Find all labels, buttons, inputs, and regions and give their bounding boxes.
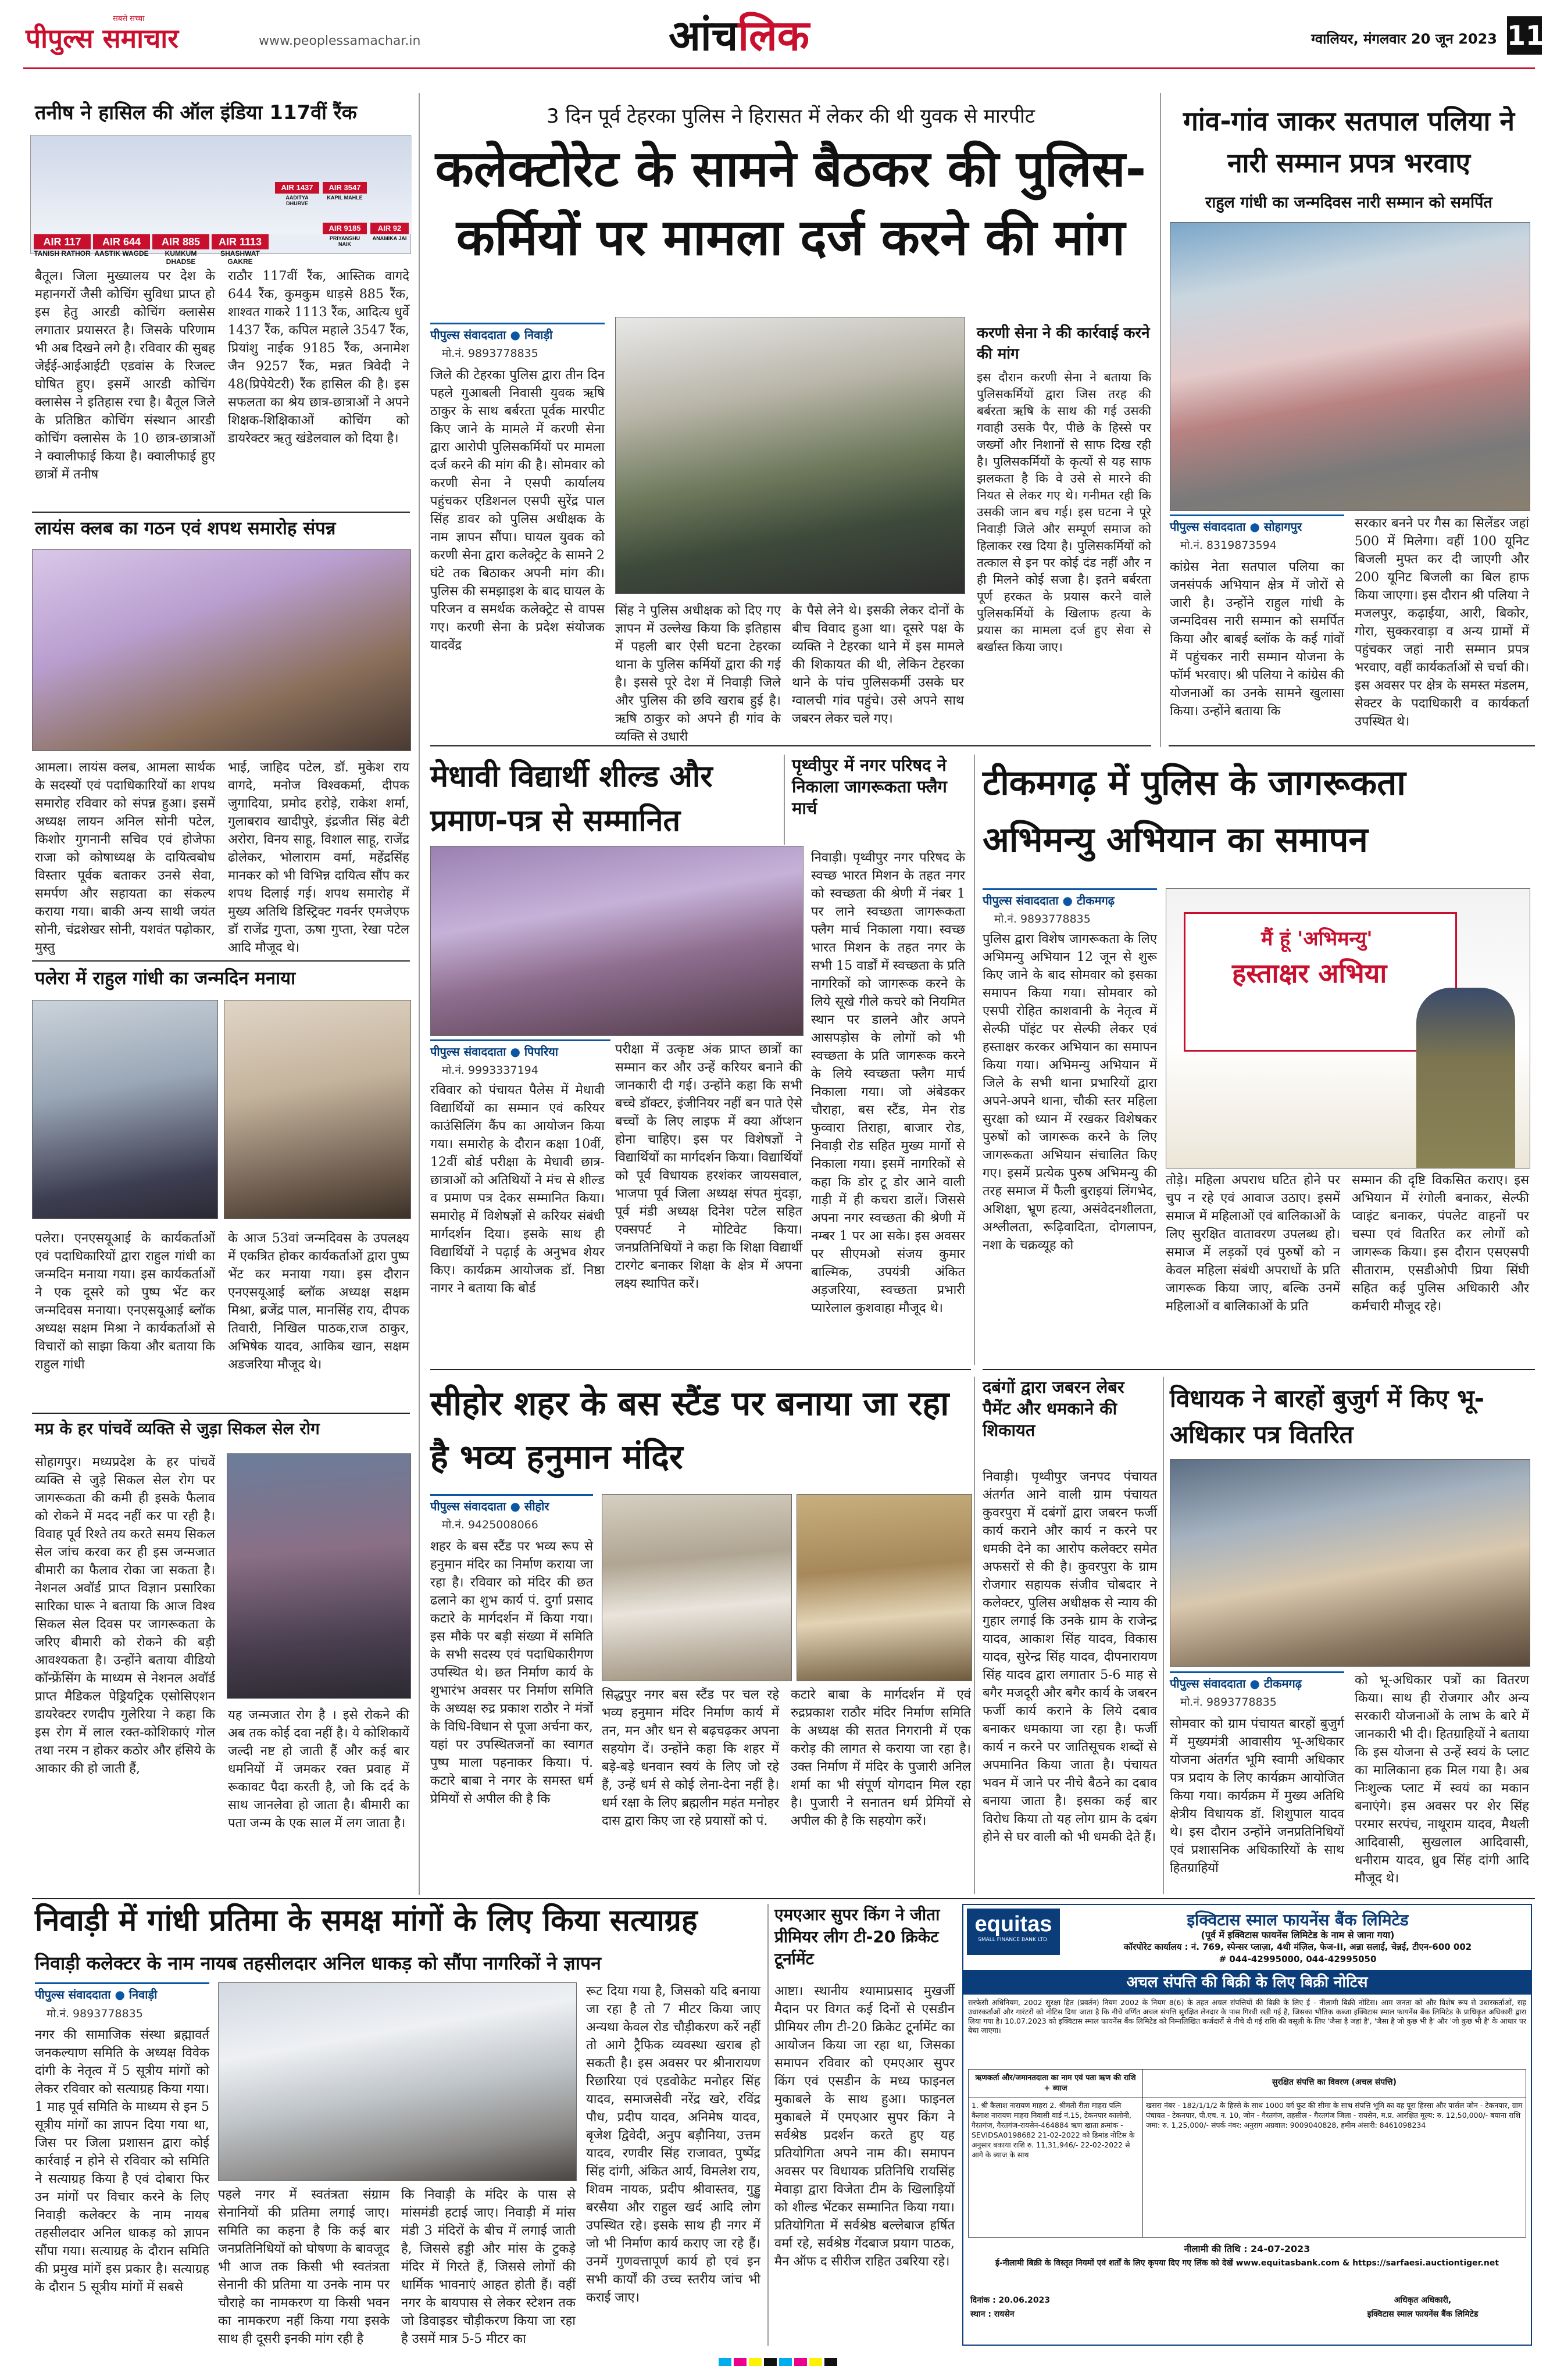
ad-table-head-left: ऋणकर्ता और/जमानतदाता का नाम एवं पता ऋण की राशि + ब्याज bbox=[969, 2070, 1143, 2097]
brand-name: पीपुल्स समाचार bbox=[26, 23, 179, 54]
satpal-headline: गांव-गांव जाकर सतपाल पलिया ने नारी सम्मान प्रपत्र भरवाए bbox=[1183, 105, 1515, 178]
satpal-photo bbox=[1170, 222, 1530, 511]
rahul-col2: के आज 53वां जन्मदिवस के उपलक्ष्य में एकत्रित होकर कार्यकर्ताओं द्वारा पुष्प भेंट कर मनाया गया। इस दौरान एनएसयूआई ब्लॉक अध्यक्ष सक्षम मिश्रा, ब्रजेंद्र पाल, मानसिंह राय, दीपक तिवारी, निखिल पाठक,राज ठाकुर, अभिषेक यादव, आकिब खान, सक्षम अडजरिया मौजूद थे। bbox=[228, 1231, 409, 1372]
rahul-photo-left bbox=[32, 1000, 218, 1219]
hanuman-col3: कटारे बाबा के मार्गदर्शन में एवं रुद्रप्रकाश राठौर मंदिर निर्माण समिति के अध्यक्ष की सतत निगरानी में एक करोड़ की लागत से कराया जा रहा है। उक्त निर्माण में मंदिर के पुजारी अनिल शर्मा का भी संपूर्ण योगदान मिल रहा है। पुजारी ने सनातन धर्म प्रेमियों से अपील की है कि सहयोग करें। bbox=[791, 1688, 971, 1828]
toppers-col1: बैतूल। जिला मुख्यालय पर देश के महानगरों जैसी कोचिंग सुविधा प्राप्त हो इस हेतु आरडी कोचिंग क्लासेस लगातार प्रयासरत है। जिसके परिणाम भी अब दिखने लगे है। रविवार की सुबह जेईई-आईआईटी एडवांस के रिजल्ट घोषित हुए। इसमें आरडी कोचिंग क्लासेस ने इतिहास रचा है। बैतूल जिले के प्रतिष्ठित कोचिंग संस्थान आरडी कोचिंग क्लासेस के 10 छात्र-छात्राओं ने क्वालीफाई किया है। क्वालीफाई हुए छात्रों में तनीष bbox=[35, 269, 215, 482]
abhimanyu-col2: तोड़े। महिला अपराध घटित होने पर चुप न रहे एवं आवाज उठाए। इसमें समाज में महिलाओं एवं बालिकाओं के लिए सुरक्षित वातावरण उपलब्ध हो। समाज में लड़कों एवं पुरुषों को न केवल महिला संबंधी अपराधों के प्रति जागरूक किया जाए, बल्कि उनमें महिलाओं व बालिकाओं के प्रति bbox=[1166, 1173, 1340, 1314]
karni-col2: सिंह ने पुलिस अधीक्षक को दिए गए ज्ञापन में उल्लेख किया कि इतिहास में पहली बार ऐसी घटना टेहरका थाना के पुलिस कर्मियों द्वारा की गई है। इससे पूरे देश में निवाड़ी जिले और पुलिस की छवि खराब हुई है। ऋषि ठाकुर को अपने ही गांव के व्यक्ति से उधारी bbox=[615, 603, 781, 744]
byline-place: टीकमगढ़ bbox=[1263, 1677, 1302, 1691]
byline-name: पीपुल्स संवाददाता bbox=[1170, 520, 1246, 534]
ad-phone: # 044-42995000, 044-42995050 bbox=[1219, 1954, 1377, 1964]
byline-place: सीहोर bbox=[524, 1499, 549, 1513]
mla-headline: विधायक ने बारहों बुजुर्ग में किए भू-अधिकार पत्र वितरित bbox=[1170, 1384, 1485, 1449]
byline-name: पीपुल्स संवाददाता bbox=[983, 894, 1059, 907]
gandhi-col3: कि निवाड़ी के मंदिर के पास से मांसमंडी हटाई जाए। निवाड़ी में मांस मंडी 3 मंदिरों के बीच में लगाई जाती है, जिससे हड्डी और मांस के टुकड़े मंदिर में गिरते हैं, जिससे लोगों की धार्मिक भावनाएं आहत होती हैं। वहीं नगर के बायपास से लेकर स्टेशन तक जो डिवाइडर चौड़ीकरण किया जा रहा है उसमें मात्र 5-5 मीटर का bbox=[401, 2188, 576, 2346]
toppers-banner bbox=[30, 135, 411, 266]
byline-place: पिपरिया bbox=[524, 1045, 558, 1059]
equitas-logo-sub: SMALL FINANCE BANK LTD. bbox=[978, 1937, 1049, 1943]
ad-address: कॉरपोरेट कार्यालय : नं. 769, स्पेन्सर प्लाज़ा, 4थी मंज़िल, फेज-II, अन्ना सलाई, चेन्नई, टीएन-600 002 bbox=[1123, 1942, 1472, 1952]
ad-notice-para: सरफेसी अधिनियम, 2002 सुरक्षा हित (प्रवर्तन) नियम 2002 के नियम 8(6) के तहत अचल संपत्तियों की बिक्री के लिए ई - नीलामी बिक्री नोटिस। आम जनता को और विशेष रूप से उधारकर्ताओं, सह उधारकर्ताओं और गारंटरों को नोटिस दिया जाता है कि नीचे वर्णित अचल संपत्ति सुरक्षित लेनदार के पास गिरवी रखी गई है, जिसका भौतिक कब्जा इक्विटास स्माल फायनेंस बैंक लिमिटेड के प्राधिकृत अधिकारी द्वारा लिया गया है। 10.07.2023 को इक्विटास स्माल फायनेंस बैंक लिमिटेड को निम्नलिखित कर्जदारों से नीचे दी गई राशि की वसूली के लिए 'जैसा है जहां है', 'जैसा है जो कुछ भी है' और 'जो कुछ भी है' के आधार पर बेचा जाएगा। bbox=[968, 1998, 1526, 2035]
ad-table bbox=[968, 2069, 1526, 2238]
rank-badge: AIR 885 bbox=[152, 234, 209, 249]
ad-auction-site[interactable]: ई-नीलामी बिक्री के विस्तृत नियमों एवं शर्तों के लिए कृपया दिए गए लिंक को देखें www.equitasbank.com & https://sarfaesi.auctiontiger.net bbox=[995, 2259, 1499, 2268]
byline-place: सोहागपुर bbox=[1263, 520, 1302, 534]
sickle-col1: सोहागपुर। मध्यप्रदेश के हर पांचवें व्यक्ति से जुड़े सिकल सेल रोग पर जागरूकता की कमी ही इसके फैलाव को रोकने में मदद नहीं कर पा रही है। विवाह पूर्व रिश्ते तय करते समय सिकल सेल जांच करवा कर ही इस जन्मजात बीमारी का फैलाव रोका जा सकता है। नेशनल अवॉर्ड प्राप्त विज्ञान प्रसारिका सारिका घारू ने बताया कि आज विश्व सिकल सेल दिवस पर जागरूकता के जरिए बीमारी को रोकने की बड़ी आवश्यकता है। उन्होंने बताया वीडियो कॉन्फ्रेंसिंग के माध्यम से नेशनल अवॉर्ड प्राप्त मैडिकल पेड्रियट्रिक एसोसिएशन डायरेक्टर रणदीप गुलेरिया ने कहा कि इस रोग में लाल रक्त-कोशिकाएं गोल तथा नरम न होकर कठोर और हंसिये के आकार की हो जाती हैं, bbox=[35, 1455, 215, 1776]
divider bbox=[983, 1369, 1535, 1370]
abhimanyu-photo bbox=[1166, 888, 1530, 1168]
shield-photo bbox=[430, 846, 804, 1036]
abhimanyu-col3: सम्मान की दृष्टि विकसित कराए। इस अभियान में रंगोली बनाकर, सेल्फी प्वाइंट बनाकर, पंपलेट वाहनों पर चस्पा एवं वितरित कर लोगों को जागरूक किया। इस दौरान एसएसपी सीताराम, एसडीओपी प्रिया सिंघी सहित कई पुलिस अधिकारी और कर्मचारी मौजूद रहे। bbox=[1352, 1173, 1529, 1314]
karni-sidebar bbox=[977, 323, 1151, 741]
cricket-headline: एमएआर सुपर किंग ने जीता प्रीमियर लीग टी-20 क्रिकेट टूर्नामेंट bbox=[774, 1905, 940, 1968]
divider bbox=[430, 1369, 971, 1370]
rahul-headline: पलेरा में राहुल गांधी का जन्मदिन मनाया bbox=[35, 968, 296, 989]
dabang-text: निवाड़ी। पृथ्वीपुर जनपद पंचायत अंतर्गत आने वाली ग्राम पंचायत कुवरपुरा में दबंगों द्वारा जबरन फर्जी कार्य कराने और कार्य न करने पर धमकी देने का आरोप कलेक्टर समेत अफसरों से की है। कुवरपुरा के ग्राम रोजगार सहायक संजीव चोबदार ने कलेक्टर, पुलिस अधीक्षक से न्याय की गुहार लगाई कि उनके ग्राम के राजेन्द्र यादव, आकाश सिंह यादव, विकास यादव, सुरेन्द्र सिंह यादव, दीपनारायण सिंह यादव द्वारा लगातार 5-6 माह से बगैर मजदूरी और बगैर कार्य के जबरन फर्जी कार्य कराने के लिये दबाव बनाकर धमकाया जा रहा है। फर्जी कार्य न करने पर जातिसूचक शब्दों से अपमानित किया जाता है। पंचायत भवन में जाने पर नीचे बैठने का दबाव बनाया जाता है। इसका कई बार विरोध किया तो यह लोग ग्राम के दबंग होने से घर वाली को भी धमकी देते हैं। bbox=[983, 1470, 1157, 1845]
toppers-headline: तनीष ने हासिल की ऑल इंडिया 117वीं रैंक bbox=[35, 101, 357, 124]
section-title bbox=[669, 6, 866, 58]
satpal-mobile: मो.नं. 8319873594 bbox=[1180, 539, 1277, 552]
mla-photo bbox=[1170, 1459, 1530, 1667]
dabang-headline: दबंगों द्वारा जबरन लेबर पैमेंट और धमकाने की शिकायत bbox=[983, 1377, 1124, 1440]
rank-badge: AIR 117 bbox=[34, 234, 91, 249]
karni-sidebar-head: करणी सेना ने की कार्रवाई करने की मांग bbox=[977, 324, 1150, 363]
hanuman-mobile: मो.नं. 9425008066 bbox=[442, 1518, 538, 1531]
ad-signatory-2: इक्विटास स्माल फायनेंस बैंक लिमिटेड bbox=[1367, 2310, 1479, 2319]
column-rule bbox=[419, 93, 420, 1895]
abhimanyu-col1: पुलिस द्वारा विशेष जागरूकता के लिए अभिमन्यु अभियान 12 जून से शुरू किए जाने के बाद सोमवार को इसका समापन किया गया। सोमवार को एसपी रोहित काशवानी के नेतृत्व में सेल्फी पॉइंट पर सेल्फी लेकर एवं हस्ताक्षर करकर अभियान का समापन किया गया। अभिमन्यु अभियान में जिले के सभी थाना प्रभारियों द्वारा अपने-अपने थाना, चौकी स्तर महिला सुरक्षा को ध्यान में रखकर विशेषकर पुरुषों को जागरूक करने के लिए जागरूकता अभियान संचालित किए गए। इसमें प्रत्येक पुरुष अभिमन्यु की तरह समाज में फैली बुराइयां लिंगभेद, अशिक्षा, भ्रूण हत्या, असंवेदनशीलता, अश्लीलता, रूढ़िवादिता, दोगलापन, नशा के चक्रव्यूह को bbox=[983, 932, 1157, 1253]
gandhi-headline: निवाड़ी में गांधी प्रतिमा के समक्ष मांगों के लिए किया सत्याग्रह bbox=[35, 1903, 698, 1938]
column-rule bbox=[767, 1904, 769, 2346]
abhimanyu-byline: पीपुल्स संवाददाता ● टीकमगढ़ bbox=[983, 888, 1157, 907]
topper-name: KAPIL MAHLE bbox=[327, 195, 363, 201]
divider bbox=[32, 1413, 410, 1414]
shield-col1: रविवार को पंचायत पैलेस में मेधावी विद्यार्थियों का सम्मान एवं करियर काउंसिलिंग कैंप का आयोजन किया गया। समारोह के दौरान कक्षा 10वीं, 12वीं बोर्ड परीक्षा के मेधावी छात्र-छात्राओं को अतिथियों ने मंच से शील्ड व प्रमाण पत्र देकर सम्मानित किया। समारोह में विशेषज्ञों से करियर संबंधी मार्गदर्शन दिया। इसके साथ ही विद्यार्थियों ने पढ़ाई के अनुभव शेयर किए। कार्यक्रम आयोजक डॉ. निष्ठा नागर ने बताया कि बोर्ड bbox=[430, 1083, 605, 1296]
ad-table-head-right: सुरक्षित संपत्ति का विवरण (अचल संपत्ति) bbox=[1143, 2070, 1526, 2097]
sickle-col2: यह जन्मजात रोग है । इसे रोकने की अब तक कोई दवा नहीं है। ये कोशिकायें जल्दी नष्ट हो जाती हैं और कई बार धमनियों में जमकर रक्त प्रवाह में रूकावट पैदा करती है, जो कि दर्द के साथ जानलेवा हो जाता है। बीमारी का पता जन्म के एक साल में लग जाता है। bbox=[228, 1708, 409, 1831]
website[interactable]: www.peoplessamachar.in bbox=[259, 34, 421, 48]
lions-col2: भाई, जाहिद पटेल, डॉ. मुकेश राय वागदे, मनोज विश्वकर्मा, दीपक जुगादिया, प्रमोद हरोड़े, राकेश शर्मा, गुलाबराव खादीपुरे, इंद्रजीत सिंह बेटी अरोरा, विनय साहू, विशाल साहू, राजेंद्र ढोलेकर, भोलाराम वर्मा, महेंद्रसिंह मानकर को भी विभिन्न दायित्व सौंप कर शपथ दिलाई गई। शपथ समारोह में मुख्य अतिथि डिस्ट्रिक्ट गवर्नर एमजेएफ डॉ राजेंद्र गुप्ता, ऊषा गुप्ता, रेखा पटेल आदि मौजूद थे। bbox=[228, 760, 409, 955]
ad-title-sub: (पूर्व में इक्विटास फायनेंस लिमिटेड के नाम से जाना गया) bbox=[1201, 1929, 1395, 1941]
byline-name: पीपुल्स संवाददाता bbox=[430, 1045, 506, 1059]
divider bbox=[32, 960, 410, 962]
topper-name: ANAMIKA JAI bbox=[372, 235, 407, 241]
gandhi-col4: रूट दिया गया है, जिसको यदि बनाया जा रहा है तो 7 मीटर किया जाए अन्यथा केवल रोड चौड़ीकरण करें नहीं तो आगे ट्रैफिक व्यवस्था खराब हो सकती है। इस अवसर पर श्रीनारायण रिछारिया एवं एडवोकेट मनोहर सिंह यादव, समाजसेवी नरेंद्र खरे, रविंद्र पौध, प्रदीप यादव, अनिमेष यादव, बृजेश द्विवेदी, अनुप बड़ौनिया, उत्तम यादव, रणवीर सिंह राजावत, पुष्पेंद्र सिंह दांगी, अंकित आर्य, विमलेश राय, शिवम नायक, प्रदीप श्रीवास्तव, गुड्डु बरसैया और राहुल खर्द आदि लोग उपस्थित रहे। इसके साथ ही नगर में जो भी निर्माण कार्य कराए जा रहे हैं। उनमें गुणवत्तापूर्ण कार्य हो एवं इन सभी कार्यों की उच्च स्तरीय जांच भी कराई जाए। bbox=[586, 1984, 760, 2305]
cricket-text: आष्टा। स्थानीय श्यामाप्रसाद मुखर्जी मैदान पर विगत कई दिनों से एसडीन प्रीमियर लीग टी-20 क्रिकेट टूर्नामेंट का आयोजन किया जा रहा था, जिसका समापन रविवार को एमएआर सुपर किंग एवं एसडीन के मध्य फाइनल मुकाबले के साथ हुआ। फाइनल मुकाबले में एमएआर सुपर किंग ने सर्वश्रेष्ठ प्रदर्शन करते हुए यह प्रतियोगिता अपने नाम की। समापन अवसर पर विधायक प्रतिनिधि रायसिंह मेवाड़ा द्वारा विजेता टीम के खिलाड़ियों को शील्ड भेंटकर सम्मानित किया गया। प्रतियोगिता में सर्वश्रेष्ठ बल्लेबाज हर्षित वर्मा रहे, सर्वश्रेष्ठ गेंदबाज प्रयाग पाठक, मैन ऑफ द सीरीज राहित उबरिया रहे। bbox=[774, 1984, 955, 2269]
hanuman-col1: शहर के बस स्टैंड पर भव्य रूप से हनुमान मंदिर का निर्माण कराया जा रहा है। रविवार को मंदिर की छत ढलाने का शुभ कार्य पं. दुर्गा प्रसाद कटारे के मार्गदर्शन में किया गया। इस मौके पर बड़ी संख्या में समिति के सभी सदस्य एवं पदाधिकारीगण उपस्थित थे। छत निर्माण कार्य के शुभारंभ अवसर पर निर्माण समिति के अध्यक्ष रुद्र प्रकाश राठौर ने मंत्रोंं के विधि-विधान से पूजा अर्चना कर, यहां पर उपस्थितजनों का स्वागत पुष्प माला पहनाकर किया। पं. कटारे बाबा ने नगर के समस्त धर्म प्रेमियों से अपील की है कि bbox=[430, 1539, 593, 1806]
ad-notice-title: अचल संपत्ति की बिक्री के लिए बिक्री नोटिस bbox=[963, 1970, 1531, 1995]
satpal-subhead: राहुल गांधी का जन्मदिवस नारी सम्मान को समर्पित bbox=[1205, 194, 1492, 212]
byline-name: पीपुल्स संवाददाता bbox=[430, 328, 506, 342]
karni-col3: के पैसे लेने थे। इसकी लेकर दोनों के बीच विवाद हुआ था। दूसरे पक्ष के व्यक्ति ने टेहरका थाने में इस मामले की शिकायत की थी, लेकिन टेहरका थाने के पांच पुलिसकर्मी उसके घर ग्वालची गांव पहुंचे। उसे अपने साथ जबरन लेकर चले गए। bbox=[792, 603, 964, 726]
hanuman-headline: सीहोर शहर के बस स्टैंड पर बनाया जा रहा है भव्य हनुमान मंदिर bbox=[430, 1384, 949, 1477]
divider bbox=[32, 1898, 1535, 1899]
rahul-col1: पलेरा। एनएसयूआई के कार्यकर्ताओं एवं पदाधिकारियों द्वारा राहुल गांधी का जन्मदिन मनाया गया। इस कार्यकर्ताओं ने एक दूसरे को पुष्प भेंट कर जन्मदिवस मनाया। एनएसयूआई ब्लॉक अध्यक्ष सक्षम मिश्रा ने कार्यकर्ताओं से विचारों को साझा किया और बताया कि राहुल गांधी bbox=[35, 1231, 215, 1372]
byline-place: निवाड़ी bbox=[128, 1988, 158, 2002]
rank-badge: AIR 9185 bbox=[323, 223, 367, 234]
equitas-ad bbox=[962, 1904, 1532, 2346]
brand-tagline: सबसे सच्चा bbox=[113, 15, 145, 23]
karni-byline: पीपुल्स संवाददाता ● निवाड़ी bbox=[430, 323, 605, 341]
lions-headline: लायंस क्लब का गठन एवं शपथ समारोह संपन्न bbox=[35, 518, 336, 539]
color-registration-bar bbox=[35, 2357, 1523, 2369]
column-rule bbox=[784, 755, 785, 845]
shield-mobile: मो.नं. 9993337194 bbox=[442, 1064, 538, 1077]
brand-logo bbox=[26, 13, 281, 53]
ad-signatory-1: अधिकृत अधिकारी, bbox=[1394, 2296, 1452, 2305]
byline-name: पीपुल्स संवाददाता bbox=[1170, 1677, 1246, 1691]
rank-badge: AIR 92 bbox=[370, 223, 409, 234]
topper-name: AADITYA DHURVE bbox=[285, 195, 309, 206]
divider bbox=[1169, 745, 1535, 746]
divider bbox=[430, 745, 1151, 746]
column-rule bbox=[974, 1377, 975, 1894]
mla-mobile: मो.नं. 9893778835 bbox=[1180, 1696, 1277, 1709]
rank-badge: AIR 644 bbox=[93, 234, 150, 249]
lions-photo bbox=[32, 549, 411, 751]
lions-col1: आमला। लायंस क्लब, आमला सार्थक के सदस्यों एवं पदाधिकारियों का शपथ समारोह रविवार को संपन्न हुआ। इसमें अध्यक्ष लायन अनिल सोनी पटेल, किशोर गुगनानी सचिव एवं होजेफा राजा को कोषाध्यक्ष के दायित्वबोध विस्तार पूर्वक बताकर उनसे सेवा, समर्पण और सहायता का संकल्प कराया गया। बाकी अन्य साथी जयंत सोनी, चंद्रशेखर सोनी, यशवंत पढ़ोकार, मुस्तु bbox=[35, 760, 215, 955]
section-title-a: आंच bbox=[669, 11, 738, 60]
shield-byline: पीपुल्स संवाददाता ● पिपरिया bbox=[430, 1039, 610, 1058]
byline-place: टीकमगढ़ bbox=[1076, 894, 1115, 907]
prithvipur-headline: पृथ्वीपुर में नगर परिषद ने निकाला जागरूकता फ्लैग मार्च bbox=[792, 755, 947, 818]
abhimanyu-mobile: मो.नं. 9893778835 bbox=[994, 913, 1091, 925]
byline-name: पीपुल्स संवाददाता bbox=[430, 1499, 506, 1513]
page-number: 11 bbox=[1507, 16, 1542, 55]
gandhi-subhead: निवाड़ी कलेक्टर के नाम नायब तहसीलदार अनिल धाकड़ को सौंपा नागरिकों ने ज्ञापन bbox=[35, 1952, 601, 1974]
hanuman-photo-right bbox=[797, 1494, 972, 1681]
karni-mobile: मो.नं. 9893778835 bbox=[442, 347, 538, 360]
rank-badge: AIR 3547 bbox=[323, 182, 367, 194]
board-line-2: हस्ताक्षर अभिया bbox=[1232, 957, 1387, 989]
prithvipur-text: निवाड़ी। पृथ्वीपुर नगर परिषद के स्वच्छ भारत मिशन के तहत नगर को स्वच्छता की श्रेणी में नंबर 1 पर लाने स्वच्छता जागरूकता फ्लैग मार्च निकाला गया। स्वच्छ भारत मिशन के तहत नगर के सभी 15 वार्डों में स्वच्छता के प्रति नागरिकों को जागरूक करने के लिये सूखे गीले कचरे को नियमित स्थान पर डालने और अपने आसपड़ोस के लोगों को भी स्वच्छता के प्रति जागरूक करने के लिये स्वच्छता फ्लैग मार्च निकाला गया। जो अंबेडकर चौराहा, बस स्टैंड, मेन रोड फुव्वारा तिराहा, बाजार रोड, निवाड़ी रोड सहित मुख्य मार्गो से निकाला गया। इसमें नागरिकों से कहा कि डोर टू डोर आने वाली गाड़ी में ही कचरा डालें। जिससे अपना नगर स्वच्छता की श्रेणी में नम्बर 1 पर आ सके। इस अवसर पर सीएमओ संजय कुमार बाल्मिक, उपयंत्री अंकित अड़जरिया, स्वच्छता प्रभारी प्यारेलाल कुशवाहा मौजूद थे। bbox=[811, 850, 965, 1316]
hanuman-col2: सिद्धपुर नगर बस स्टैंड पर चल रहे भव्य हनुमान मंदिर निर्माण कार्य में तन, मन और धन से बढ़चढ़कर अपना सहयोग दें। उन्होंने कहा कि शहर में बड़े-बड़े धनवान स्वयं के लिए जो रहे हैं, उन्हें धर्म से कोई लेना-देना नहीं है। धर्म रक्षा के लिए ब्रह्मलीन महंत मनोहर दास द्वारा किए जा रहे प्रयासों को पं. bbox=[602, 1688, 779, 1828]
gandhi-mobile: मो.नं. 9893778835 bbox=[47, 2007, 143, 2020]
ad-table-row-right: खसरा नंबर - 182/1/1/2 के हिस्से के साथ 1000 वर्ग फुट की सीमा के साथ संपत्ति भूमि का वह पूरा हिस्सा और पार्सल जोन - टेकनपार, ग्राम पंचायत - टेकनपार, पी.एच. न. 10, जोन - गैरतगंज, तहसील - गैरतगंज जिला - रायसेन, म.प्र. आरक्षित मूल्य: रु. 12,50,000/- बयाना राशि जमा: रु. 1,25,000/- संपर्क नंबर: अनुराग अग्रवाल: 9009040828, हमीम अंसारी: 8461098234 bbox=[1146, 2101, 1523, 2129]
gandhi-byline: पीपुल्स संवाददाता ● निवाड़ी bbox=[35, 1982, 209, 2001]
ad-place: स्थान : रायसेन bbox=[970, 2310, 1015, 2319]
ad-title: इक्विटास स्माल फायनेंस बैंक लिमिटेड bbox=[1187, 1910, 1409, 1929]
equitas-logo-text: equitas bbox=[974, 1912, 1052, 1936]
column-rule bbox=[1160, 93, 1161, 747]
masthead-rule bbox=[23, 67, 1535, 69]
karni-headline: कलेक्टोरेट के सामने बैठकर की पुलिस-कर्मियों पर मामला दर्ज करने की मांग bbox=[435, 140, 1147, 267]
column-rule bbox=[1163, 1377, 1164, 1894]
police-officer-figure bbox=[1416, 988, 1515, 1168]
ad-table-row-left: 1. श्री कैलाश नारायण माहरा 2. श्रीमती रीता माहरा पत्नि कैलाश नारायण माहरा निवासी वार्ड नं.15, टेकनपार कालोनी, गैरतगंज, गैरतगंज-रायसेन-464884 ऋण खाता क्रमांक - SEVIDSA0198682 21-02-2022 को डिमांड नोटिस के अनुसार बकाया राशि रु. 11,31,946/- 22-02-2022 से आगे के ब्याज के साथ bbox=[969, 2097, 1143, 2237]
topper-name: SHASHWAT GAKRE bbox=[220, 249, 260, 266]
toppers-col2: राठौर 117वीं रैंक, आस्तिक वागदे 644 रैंक, कुमकुम धाड़से 885 रैंक, शाश्वत गाकरे 1113 रैंक, आदित्य धुर्वे 1437 रैंक, कपिल महाले 3547 रैंक, प्रियांशु नाईक 9185 रैंक, अनामेश जैन 9257 रैंक, मन्नत त्रिवेदी ने 48(प्रिपेयेटरी) रैंक हासिल की है। इस सफलता का श्रेय छात्र-छात्राओं ने अपने शिक्षक-शिक्षिकाओं कोचिंग को डायरेक्टर ऋतु खंडेलवाल को दिया है। bbox=[228, 269, 409, 446]
board-line-1: मैं हूं 'अभिमन्यु' bbox=[1261, 927, 1373, 950]
satpal-byline: पीपुल्स संवाददाता ● सोहागपुर bbox=[1170, 514, 1344, 533]
ad-date: दिनांक : 20.06.2023 bbox=[970, 2296, 1051, 2305]
rank-badge: AIR 1437 bbox=[275, 182, 319, 194]
topper-name: PRIYANSHU NAIK bbox=[329, 235, 360, 247]
topper-name: AASTIK WAGDE bbox=[94, 249, 149, 258]
sickle-photo bbox=[227, 1453, 411, 1699]
karni-sidebar-text: इस दौरान करणी सेना ने बताया कि पुलिसकर्मियों द्वारा जिस तरह की बर्बरता ऋषि के साथ की गई उसकी गवाही उसके पैर, पीछे के हिस्से पर जख्मों और निशानों से साफ दिख रही है। पुलिसकर्मियों के कृत्यों से यह साफ झलकता है कि वे उसे से मारने की नियत से लेकर गए थे। गनीमत रही कि उसकी जान बच गई। इस घटना ने पूरे निवाड़ी जिले और सम्पूर्ण समाज को हिलाकर रख दिया है। पुलिसकर्मियों को तत्काल से इन पर कोई दंड नहीं और न ही मिलने कोई सजा है। इतने बर्बरता पूर्ण हरकत के प्रयास करने वाले पुलिसकर्मियों के खिलाफ हत्या के प्रयास का मामला दर्ज हुए सेवा से बर्खास्त किया जाए। bbox=[977, 370, 1151, 654]
rank-badge: AIR 1113 bbox=[212, 234, 269, 249]
gandhi-col2: पहले नगर में स्वतंत्रता संग्राम सेनानियों की प्रतिमा लगाई जाए। समिति का कहना है कि कई बार जनप्रतिनिधियों को घोषणा के बावजूद भी आज तक किसी भी स्वतंत्रता सेनानी की प्रतिमा या उनके नाम पर चौराहे का नामकरण या किसी भवन का नामकरण नहीं किया गया इसके साथ ही दूसरी इनकी मांग रही है bbox=[218, 2188, 390, 2346]
karni-col1: जिले की टेहरका पुलिस द्वारा तीन दिन पहले गुआबली निवासी युवक ऋषि ठाकुर के साथ बर्बरता पूर्वक मारपीट किए जाने के मामले में करणी सेना द्वारा आरोपी पुलिसकर्मियों पर मामला दर्ज करने की मांग की है। सोमवार को करणी सेना ने एसपी कार्यालय पहुंचकर एडिशनल एसपी सुरेंद्र पाल सिंह डावर को पुलिस अधीक्षक के नाम ज्ञापन सौंपा। घायल युवक को करणी सेना द्वारा कलेक्ट्रेट के सामने 2 घंटे तक बिठाकर अपनी मांग की। पुलिस की समझाइश के बाद घायल के परिजन व समर्थक कलेक्ट्रेट से वापस गए। करणी सेना के प्रदेश संयोजक यादवेंद्र bbox=[430, 368, 605, 653]
karni-photo bbox=[615, 317, 965, 594]
topper-name: KUMKUM DHADSE bbox=[165, 249, 197, 266]
abhimanyu-headline: टीकमगढ़ में पुलिस के जागरूकता अभिमन्यु अभियान का समापन bbox=[983, 763, 1406, 860]
masthead bbox=[0, 0, 1557, 69]
ad-auction-date: नीलामी की तिथि : 24-07-2023 bbox=[1184, 2243, 1310, 2254]
satpal-col2: सरकार बनने पर गैस का सिलेंडर जहां 500 में मिलेगा। वहीं 100 यूनिट बिजली मुफ्त कर दी जाएगी और 200 यूनिट बिजली का बिल हाफ किया जाएगा। इस दौरान श्री पलिया ने मजलपुर, कढ़ाईया, आरी, बिकोर, गोरा, सुक्करवाड़ा व अन्य ग्रामों में पहुंचकर जहां नारी सम्मान प्रपत्र भरवाए, वहीं कार्यकर्ताओं से चर्चा की। इस अवसर पर क्षेत्र के समस्त मंडलम, सेक्टर के पदाधिकारी व कार्यकर्ता उपस्थित थे। bbox=[1355, 516, 1529, 729]
mla-byline: पीपुल्स संवाददाता ● टीकमगढ़ bbox=[1170, 1671, 1344, 1690]
satpal-col1: कांग्रेस नेता सतपाल पलिया का जनसंपर्क अभियान क्षेत्र में जोरों से जारी है। उन्होंने राहुल गांधी के जन्मदिवस नारी सम्मान को समर्पित किया और बाबई ब्लॉक के कई गांवों में पहुंचकर नारी सम्मान योजना के फॉर्म भरवाए। श्री पलिया ने कांग्रेस की योजनाओं का उनके सामने खुलासा किया। उन्होंने बताया कि bbox=[1170, 560, 1344, 719]
column-rule bbox=[974, 755, 975, 1365]
hanuman-byline: पीपुल्स संवाददाता ● सीहोर bbox=[430, 1494, 593, 1513]
gandhi-col1: नगर की सामाजिक संस्था ब्रह्मावर्त जनकल्याण समिति के अध्यक्ष विवेक दांगी के नेतृत्व में 5 सूत्रीय मांगों को लेकर रविवार को सत्याग्रह किया गया। 1 माह पूर्व समिति के माध्यम से इन 5 सूत्रीय मांगों का ज्ञापन दिया गया था, जिस पर जिला प्रशासन द्वारा कोई कार्रवाई न होने से रविवार को समिति ने सत्याग्रह किया है एवं दोबारा फिर उन मांगों पर विचार करने के लिए निवाड़ी कलेक्टर के नाम नायब तहसीलदार अनिल धाकड़ को ज्ञापन सौंपा गया। सत्याग्रह के दौरान समिति की प्रमुख मांगें इस प्रकार है। सत्याग्रह के दौरान 5 सूत्रीय मांगों में सबसे bbox=[35, 2028, 209, 2295]
rahul-photo-right bbox=[224, 1000, 411, 1219]
equitas-logo bbox=[967, 1909, 1060, 1955]
dateline: ग्वालियर, मंगलवार 20 जून 2023 bbox=[1311, 31, 1497, 47]
byline-place: निवाड़ी bbox=[524, 328, 553, 342]
sickle-headline: मप्र के हर पांचवें व्यक्ति से जुड़ा सिकल सेल रोग bbox=[35, 1419, 320, 1438]
byline-name: पीपुल्स संवाददाता bbox=[35, 1988, 111, 2002]
topper-name: TANISH RATHOR bbox=[34, 249, 91, 258]
gandhi-photo bbox=[218, 1982, 577, 2181]
karni-kicker: 3 दिन पूर्व टेहरका पुलिस ने हिरासत में लेकर की थी युवक से मारपीट bbox=[547, 105, 1035, 128]
shield-col2: परीक्षा में उत्कृष्ट अंक प्राप्त छात्रों का सम्मान कर और उन्हें करियर बनाने की जानकारी दी गई। उन्होंने कहा कि सभी बच्चे डॉक्टर, इंजीनियर नहीं बन पाते ऐसे बच्चों के लिए लाइफ में क्या ऑप्शन होना चाहिए। इस पर विशेषज्ञों ने विद्यार्थियों का मार्गदर्शन किया। विद्यार्थियों को पूर्व विधायक हरशंकर जायसवाल, भाजपा पूर्व जिला अध्यक्ष संपत मुंदड़ा, पूर्व मंडी अध्यक्ष दिनेश पटेल सहित एक्सपर्ट ने मोटिवेट किया। जनप्रतिनिधियों ने कहा कि शिक्षा विद्यार्थी टारगेट बनाकर शिक्षा के क्षेत्र में अपना लक्ष्य स्थापित करें। bbox=[615, 1042, 802, 1291]
section-title-b: लिक bbox=[738, 11, 810, 60]
shield-headline: मेधावी विद्यार्थी शील्ड और प्रमाण-पत्र से सम्मानित bbox=[430, 759, 713, 838]
mla-col1: सोमवार को ग्राम पंचायत बारहों बुजुर्ग में मुख्यमंत्री आवासीय भू-अधिकार योजना अंतर्गत भूमि स्वामी अधिकार पत्र प्रदाय के लिए कार्यक्रम आयोजित किया गया। कार्यक्रम में मुख्य अतिथि क्षेत्रीय विधायक डॉ. शिशुपाल यादव थे। इस दौरान उन्होंने जनप्रतिनिधियों एवं प्रशासनिक अधिकारियों के साथ हितग्राहियों bbox=[1170, 1717, 1344, 1875]
hanuman-photo-left bbox=[602, 1494, 792, 1681]
mla-col2: को भू-अधिकार पत्रों का वितरण किया। साथ ही रोजगार और अन्य सरकारी योजनाओं के लाभ के बारे में जानकारी भी दी। हितग्राहियों ने बताया कि इस योजना से उन्हें स्वयं के प्लाट का मालिकाना हक मिल गया है। अब निःशुल्क प्लाट में स्वयं का मकान बनाएंगे। इस अवसर पर शेर सिंह परमार सरपंच, नाथूराम यादव, मैथली आदिवासी, सुखलाल आदिवासी, धनीराम यादव, ध्रुव सिंह दांगी आदि मौजूद थे। bbox=[1355, 1673, 1529, 1886]
divider bbox=[32, 512, 410, 513]
